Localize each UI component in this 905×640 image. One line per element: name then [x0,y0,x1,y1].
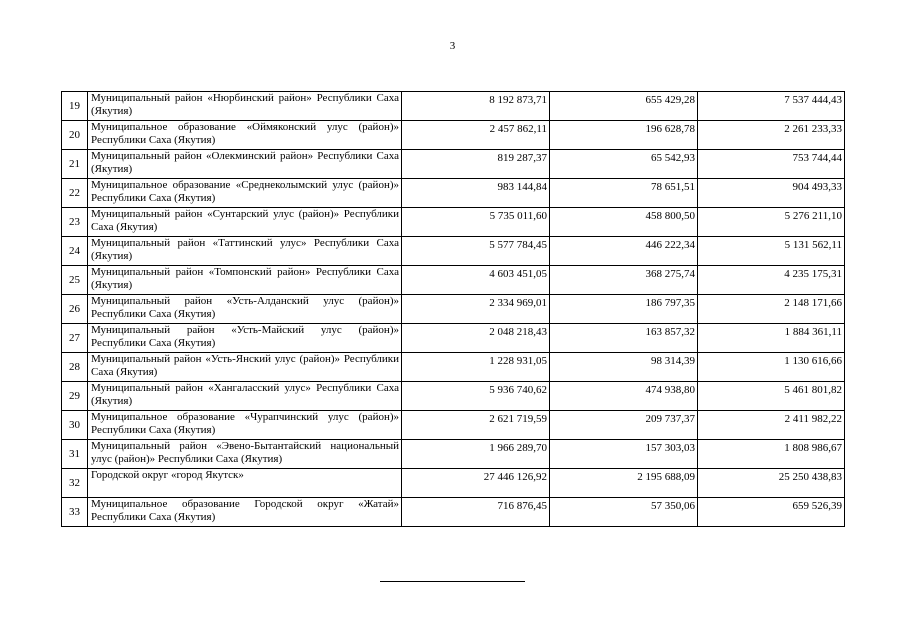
row-number: 26 [62,295,88,324]
amount-cell: 2 457 862,11 [402,121,550,150]
table-row [62,440,845,469]
municipality-name: Муниципальный район «Нюрбинский район» Республики Саха (Якутия) [88,92,402,121]
amount-cell: 458 800,50 [550,208,698,237]
amount-cell: 8 192 873,71 [402,92,550,121]
row-number: 30 [62,411,88,440]
amount-cell: 2 048 218,43 [402,324,550,353]
amount-cell: 5 936 740,62 [402,382,550,411]
amount-cell: 4 603 451,05 [402,266,550,295]
amount-cell: 7 537 444,43 [698,92,845,121]
municipality-name: Городской округ «город Якутск» [88,469,402,498]
row-number: 25 [62,266,88,295]
municipality-name: Муниципальный район «Таттинский улус» Республики Саха (Якутия) [88,237,402,266]
amount-cell: 1 130 616,66 [698,353,845,382]
table-row [62,498,845,527]
table-row [62,208,845,237]
amount-cell: 368 275,74 [550,266,698,295]
amount-cell: 196 628,78 [550,121,698,150]
municipality-name: Муниципальное образование «Оймяконский улус (район)» Республики Саха (Якутия) [88,121,402,150]
municipality-name: Муниципальный район «Олекминский район» Республики Саха (Якутия) [88,150,402,179]
amount-cell: 2 621 719,59 [402,411,550,440]
amount-cell: 25 250 438,83 [698,469,845,498]
amount-cell: 5 735 011,60 [402,208,550,237]
amount-cell: 819 287,37 [402,150,550,179]
row-number: 22 [62,179,88,208]
municipality-name: Муниципальный район «Эвено-Бытантайский национальный улус (район)» Республики Саха (Якутия) [88,440,402,469]
amount-cell: 98 314,39 [550,353,698,382]
table-row [62,179,845,208]
amount-cell: 2 261 233,33 [698,121,845,150]
amount-cell: 5 276 211,10 [698,208,845,237]
row-number: 28 [62,353,88,382]
table-row [62,92,845,121]
table-row [62,353,845,382]
municipality-name: Муниципальный район «Усть-Алданский улус (район)» Республики Саха (Якутия) [88,295,402,324]
row-number: 19 [62,92,88,121]
row-number: 20 [62,121,88,150]
amount-cell: 5 461 801,82 [698,382,845,411]
amount-cell: 716 876,45 [402,498,550,527]
municipality-name: Муниципальный район «Хангаласский улус» Республики Саха (Якутия) [88,382,402,411]
amount-cell: 983 144,84 [402,179,550,208]
amount-cell: 1 884 361,11 [698,324,845,353]
budget-table [61,91,845,527]
table-row [62,382,845,411]
municipality-name: Муниципальный район «Томпонский район» Республики Саха (Якутия) [88,266,402,295]
amount-cell: 4 235 175,31 [698,266,845,295]
row-number: 21 [62,150,88,179]
page-number: 3 [449,40,456,52]
amount-cell: 57 350,06 [550,498,698,527]
amount-cell: 186 797,35 [550,295,698,324]
amount-cell: 5 577 784,45 [402,237,550,266]
row-number: 23 [62,208,88,237]
amount-cell: 209 737,37 [550,411,698,440]
amount-cell: 5 131 562,11 [698,237,845,266]
budget-table-body [62,92,845,527]
amount-cell: 474 938,80 [550,382,698,411]
row-number: 27 [62,324,88,353]
municipality-name: Муниципальное образование Городской округ «Жатай» Республики Саха (Якутия) [88,498,402,527]
amount-cell: 157 303,03 [550,440,698,469]
municipality-name: Муниципальный район «Усть-Майский улус (район)» Республики Саха (Якутия) [88,324,402,353]
amount-cell: 2 334 969,01 [402,295,550,324]
amount-cell: 659 526,39 [698,498,845,527]
amount-cell: 1 228 931,05 [402,353,550,382]
table-row [62,121,845,150]
amount-cell: 2 195 688,09 [550,469,698,498]
amount-cell: 2 148 171,66 [698,295,845,324]
amount-cell: 2 411 982,22 [698,411,845,440]
amount-cell: 27 446 126,92 [402,469,550,498]
footnote-divider [380,581,525,582]
amount-cell: 655 429,28 [550,92,698,121]
amount-cell: 78 651,51 [550,179,698,208]
row-number: 29 [62,382,88,411]
amount-cell: 1 808 986,67 [698,440,845,469]
table-row [62,324,845,353]
municipality-name: Муниципальный район «Сунтарский улус (район)» Республики Саха (Якутия) [88,208,402,237]
table-row [62,266,845,295]
municipality-name: Муниципальное образование «Чурапчинский улус (район)» Республики Саха (Якутия) [88,411,402,440]
table-row [62,469,845,498]
row-number: 24 [62,237,88,266]
table-row [62,295,845,324]
row-number: 31 [62,440,88,469]
amount-cell: 904 493,33 [698,179,845,208]
amount-cell: 1 966 289,70 [402,440,550,469]
amount-cell: 163 857,32 [550,324,698,353]
table-row [62,150,845,179]
row-number: 32 [62,469,88,498]
amount-cell: 65 542,93 [550,150,698,179]
municipality-name: Муниципальное образование «Среднеколымский улус (район)» Республики Саха (Якутия) [88,179,402,208]
row-number: 33 [62,498,88,527]
municipality-name: Муниципальный район «Усть-Янский улус (район)» Республики Саха (Якутия) [88,353,402,382]
table-row [62,237,845,266]
table-row [62,411,845,440]
amount-cell: 446 222,34 [550,237,698,266]
amount-cell: 753 744,44 [698,150,845,179]
